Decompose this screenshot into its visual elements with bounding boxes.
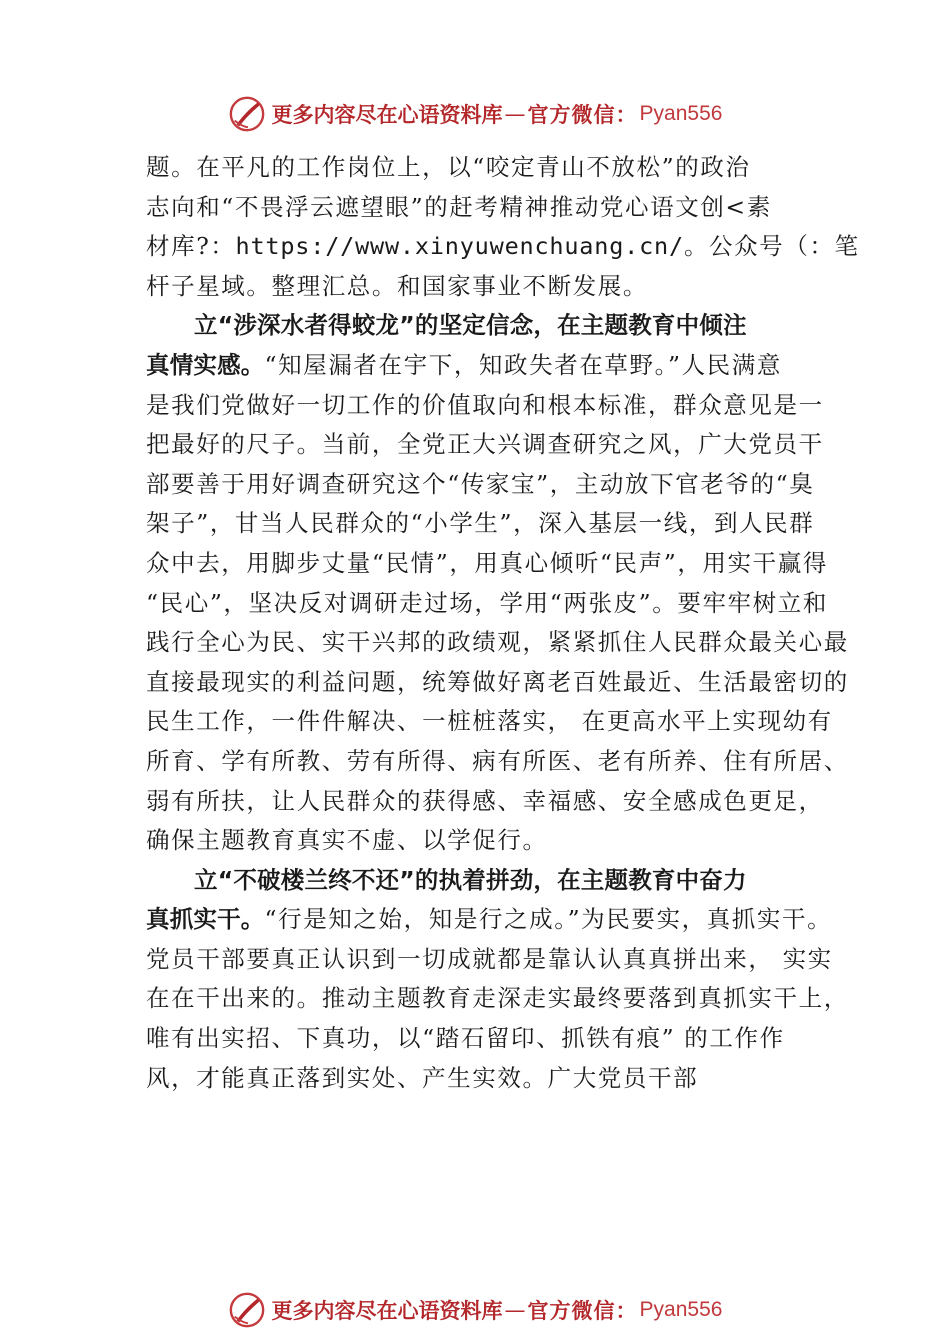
header-banner bbox=[0, 94, 950, 134]
text-line: 题。在平凡的工作岗位上，以“咬定青山不放松”的政治 bbox=[146, 153, 751, 181]
website-url: https://www.xinyuwenchuang.cn/ bbox=[235, 232, 684, 261]
text-line bbox=[146, 900, 846, 940]
document-body bbox=[146, 148, 860, 1098]
banner-text: 更多内容尽在心语资料库 bbox=[271, 1298, 503, 1323]
footer-banner bbox=[0, 1290, 950, 1330]
wechat-label: 官方微信： bbox=[527, 102, 638, 127]
text-segment: 。公众号（：笔 bbox=[683, 232, 860, 261]
brush-logo-icon bbox=[228, 95, 266, 133]
text-line: 部要善于用好调查研究这个“传家宝”，主动放下官老爷的“臭 bbox=[146, 469, 815, 498]
text-line: 践行全心为民、实干兴邦的政绩观，紧紧抓住人民群众最关心最 bbox=[146, 628, 849, 657]
text-line bbox=[146, 346, 846, 386]
banner-separator: — bbox=[504, 102, 526, 126]
text-line: 杆子星域。整理汇总。和国家事业不断发展。 bbox=[146, 271, 648, 300]
text-line: 民生工作，一件件解决、一桩桩落实， 在更高水平上实现幼有 bbox=[146, 707, 833, 736]
text-line: 弱有所扶，让人民群众的获得感、幸福感、安全感成色更足， bbox=[146, 786, 824, 815]
text-line: 志向和“不畏浮云遮望眼”的赶考精神推动党心语文创<素 bbox=[146, 192, 772, 221]
brush-logo-icon bbox=[228, 1291, 266, 1329]
text-line: 直接最现实的利益问题，统筹做好离老百姓最近、生活最密切的 bbox=[146, 667, 849, 696]
section-heading: 立“涉深水者得蛟龙”的坚定信念，在主题教育中倾注 bbox=[194, 311, 747, 340]
text-line: 在在干出来的。推动主题教育走深走实最终要落到真抓实干上， bbox=[146, 984, 849, 1013]
text-line: 是我们党做好一切工作的价值取向和根本标准，群众意见是一 bbox=[146, 390, 824, 419]
text-segment: 材库?： bbox=[146, 232, 236, 261]
text-segment: “行是知之始，知是行之成。”为民要实，真抓实干。 bbox=[264, 905, 833, 934]
section-heading-end: 真抓实干。 bbox=[146, 905, 265, 934]
text-line: 唯有出实招、下真功，以“踏石留印、抓铁有痕” 的工作作 bbox=[146, 1024, 785, 1053]
text-segment: “知屋漏者在宇下，知政失者在草野。”人民满意 bbox=[264, 350, 782, 379]
text-line: 确保主题教育真实不虚、以学促行。 bbox=[146, 826, 548, 855]
section-heading-end: 真情实感。 bbox=[146, 350, 265, 379]
text-line: 党员干部要真正认识到一切成就都是靠认认真真拼出来， 实实 bbox=[146, 944, 833, 973]
text-line: 风，才能真正落到实处、产生实效。广大党员干部 bbox=[146, 1063, 699, 1092]
text-line: 把最好的尺子。当前，全党正大兴调查研究之风，广大党员干 bbox=[146, 430, 824, 459]
banner-text: 更多内容尽在心语资料库 bbox=[271, 102, 503, 127]
text-line: 众中去，用脚步丈量“民情”，用真心倾听“民声”，用实干赢得 bbox=[146, 548, 828, 577]
text-line: 所育、学有所教、劳有所得、病有所医、老有所养、住有所居、 bbox=[146, 746, 849, 775]
text-line bbox=[146, 227, 860, 267]
text-line: 架子”，甘当人民群众的“小学生”，深入基层一线，到人民群 bbox=[146, 509, 815, 538]
wechat-id: Pyan556 bbox=[639, 1298, 723, 1321]
wechat-label: 官方微信： bbox=[527, 1298, 638, 1323]
banner-separator: — bbox=[504, 1298, 526, 1322]
text-line: “民心”，坚决反对调研走过场，学用“两张皮”。要牢牢树立和 bbox=[146, 588, 828, 617]
wechat-id: Pyan556 bbox=[639, 102, 723, 125]
section-heading: 立“不破楼兰终不还”的执着拼劲，在主题教育中奋力 bbox=[194, 865, 747, 894]
